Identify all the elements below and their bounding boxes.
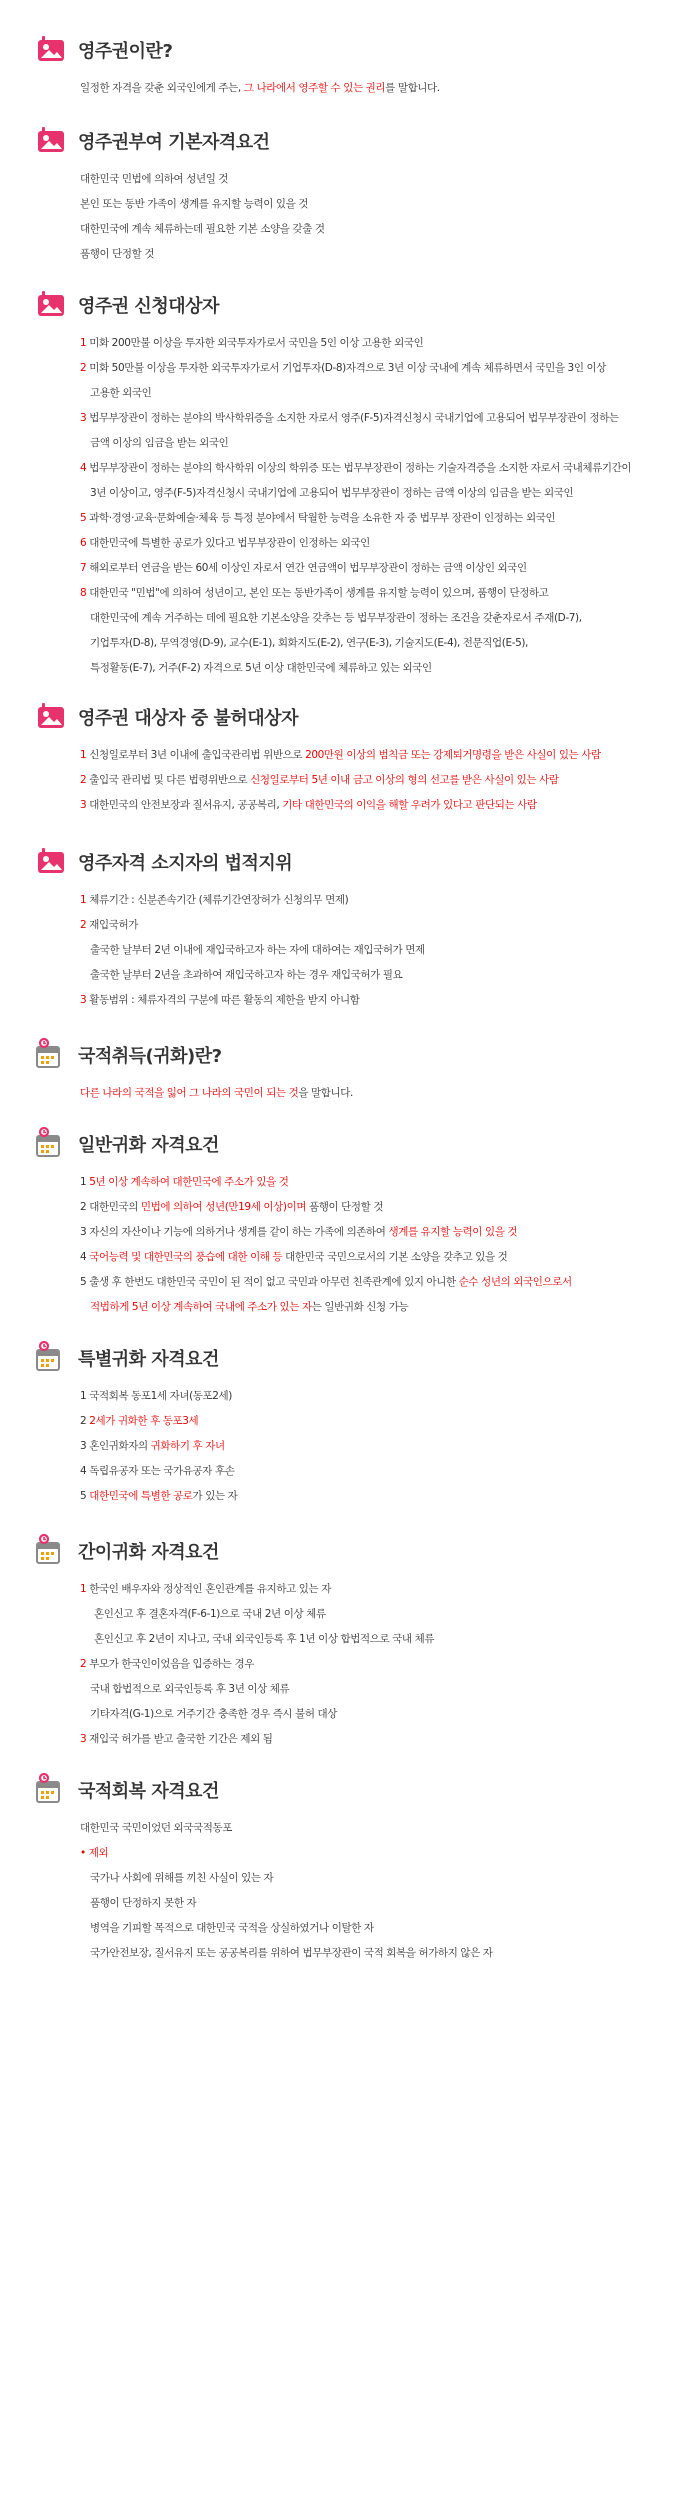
section bbox=[0, 1035, 700, 1106]
item-text: 미화 50만불 이상을 투자한 외국투자가로서 기업투자(D-8)자격으로 3년 이상 국내에 계속 체류하면서 국민을 3인 이상 bbox=[89, 362, 606, 374]
item-number: 6 bbox=[80, 537, 87, 549]
highlight-text: 적법하게 5년 이상 계속하여 국내에 주소가 있는 자 bbox=[90, 1301, 312, 1313]
section-header bbox=[34, 697, 700, 737]
section bbox=[0, 121, 700, 267]
list-item bbox=[80, 581, 680, 606]
item-text: 국가나 사회에 위해를 끼친 사실이 있는 자 bbox=[90, 1872, 274, 1884]
item-text: 병역을 기피할 목적으로 대한민국 국적을 상실하였거나 이탈한 자 bbox=[90, 1922, 374, 1934]
highlight-text: 200만원 이상의 범칙금 또는 강제퇴거명령을 받은 사실이 있는 사람 bbox=[305, 749, 601, 761]
list-item bbox=[80, 1916, 680, 1941]
list-item bbox=[80, 1702, 680, 1727]
section-header bbox=[34, 285, 700, 325]
highlight-text: 다른 나라의 국적을 잃어 그 나라의 국민이 되는 것 bbox=[80, 1087, 299, 1099]
section-header bbox=[34, 1770, 700, 1810]
section-header bbox=[34, 1035, 700, 1075]
item-number: 3 bbox=[80, 412, 87, 424]
item-number: 4 bbox=[80, 1251, 87, 1263]
section bbox=[0, 1124, 700, 1320]
item-number: 7 bbox=[80, 562, 87, 574]
item-text: 특정활동(E-7), 거주(F-2) 자격으로 5년 이상 대한민국에 체류하고 있는 외국인 bbox=[90, 662, 432, 674]
list-item bbox=[80, 1627, 680, 1652]
list-item bbox=[80, 631, 680, 656]
item-number: 5 bbox=[80, 512, 87, 524]
list-item bbox=[80, 456, 680, 481]
highlight-text: 국어능력 및 대한민국의 풍습에 대한 이해 등 bbox=[89, 1251, 283, 1263]
list-item bbox=[80, 1866, 680, 1891]
item-text: 활동범위 : 체류자격의 구분에 따른 활동의 제한을 받지 아니함 bbox=[89, 994, 360, 1006]
list-item bbox=[80, 1245, 680, 1270]
calendar-clock-icon bbox=[34, 1534, 68, 1568]
list-item bbox=[80, 606, 680, 631]
list-item bbox=[80, 1195, 680, 1220]
list-item bbox=[80, 1384, 680, 1409]
item-number: 5 bbox=[80, 1490, 87, 1502]
section-header bbox=[34, 121, 700, 161]
item-text: 출국한 날부터 2년 이내에 재입국하고자 하는 자에 대하여는 재입국허가 면제 bbox=[90, 944, 425, 956]
section bbox=[0, 697, 700, 818]
list-item bbox=[80, 793, 680, 818]
calendar-clock-icon bbox=[34, 1773, 68, 1807]
highlight-text: 그 나라에서 영주할 수 있는 권리 bbox=[243, 82, 386, 94]
list-item bbox=[80, 331, 680, 356]
list-item bbox=[80, 1841, 680, 1866]
item-text: 는 일반귀화 신청 가능 bbox=[311, 1301, 409, 1313]
item-number: 3 bbox=[80, 1440, 87, 1452]
list-item bbox=[80, 1577, 680, 1602]
item-text: 체류기간 : 신분존속기간 (체류기간연장허가 신청의무 면제) bbox=[89, 894, 349, 906]
item-number: 1 bbox=[80, 894, 87, 906]
item-text: 대한민국 "민법"에 의하여 성년이고, 본인 또는 동반가족이 생계를 유지할 능력이 있으며, 품행이 단정하고 bbox=[89, 587, 549, 599]
list-item bbox=[80, 531, 680, 556]
section-header bbox=[34, 1124, 700, 1164]
section bbox=[0, 1770, 700, 1966]
image-icon bbox=[34, 288, 68, 322]
item-text: 3년 이상이고, 영주(F-5)자격신청시 국내기업에 고용되어 법무부장관이 정하는 금액 이상의 임금을 받는 외국인 bbox=[90, 487, 574, 499]
item-number: 2 bbox=[80, 1658, 87, 1670]
list-item bbox=[80, 431, 680, 456]
list-item bbox=[80, 1677, 680, 1702]
list-item bbox=[80, 192, 680, 217]
item-text: 출입국 관리법 및 다른 법령위반으로 bbox=[89, 774, 251, 786]
item-text: 품행이 단정할 것 bbox=[80, 248, 155, 260]
item-text: 혼인신고 후 2년이 지나고, 국내 외국인등록 후 1년 이상 합법적으로 국내 체류 bbox=[94, 1633, 435, 1645]
highlight-text: 대한민국에 특별한 공로 bbox=[89, 1490, 193, 1502]
item-text: 대한민국 국민이었던 외국국적동포 bbox=[80, 1822, 233, 1834]
highlight-text: 귀화하기 후 자녀 bbox=[150, 1440, 225, 1452]
item-number: 4 bbox=[80, 462, 87, 474]
section-title: 영주권 대상자 중 불허대상자 bbox=[78, 708, 298, 729]
list-item bbox=[80, 1652, 680, 1677]
list-item bbox=[80, 888, 680, 913]
list-item bbox=[80, 1891, 680, 1916]
highlight-text: 민법에 의하여 성년(만19세 이상)이며 bbox=[140, 1201, 307, 1213]
image-icon bbox=[34, 700, 68, 734]
item-number: 1 bbox=[80, 337, 87, 349]
item-text: 혼인신고 후 결혼자격(F-6-1)으로 국내 2년 이상 체류 bbox=[94, 1608, 326, 1620]
list-item bbox=[80, 406, 680, 431]
item-text: 대한민국에 계속 체류하는데 필요한 기본 소양을 갖출 것 bbox=[80, 223, 325, 235]
list-item bbox=[80, 1459, 680, 1484]
list-item bbox=[80, 1484, 680, 1509]
calendar-clock-icon bbox=[34, 1038, 68, 1072]
item-text: 국내 합법적으로 외국인등록 후 3년 이상 체류 bbox=[90, 1683, 290, 1695]
list-item bbox=[80, 656, 680, 681]
list-item bbox=[80, 1170, 680, 1195]
list-item bbox=[80, 1270, 680, 1295]
list-item bbox=[80, 356, 680, 381]
list-item bbox=[80, 913, 680, 938]
item-text: 대한민국에 특별한 공로가 있다고 법무부장관이 인정하는 외국인 bbox=[89, 537, 370, 549]
item-text: 기타자격(G-1)으로 거주기간 충족한 경우 즉시 불허 대상 bbox=[90, 1708, 338, 1720]
section-header bbox=[34, 1531, 700, 1571]
item-text: 본인 또는 동반 가족이 생계를 유지할 능력이 있을 것 bbox=[80, 198, 309, 210]
section-header bbox=[34, 842, 700, 882]
highlight-text: 2세가 귀화한 후 동포3세 bbox=[89, 1415, 199, 1427]
item-text: 재입국허가 bbox=[89, 919, 138, 931]
item-text: 일정한 자격을 갖춘 외국인에게 주는, bbox=[80, 82, 244, 94]
section-title: 영주권부여 기본자격요건 bbox=[78, 132, 270, 153]
item-text: 출생 후 한번도 대한민국 국민이 된 적이 없고 국민과 아무런 친족관계에 있지 아니한 bbox=[89, 1276, 459, 1288]
item-text: 자신의 자산이나 기능에 의하거나 생계를 같이 하는 가족에 의존하여 bbox=[89, 1226, 389, 1238]
item-number: 2 bbox=[80, 1201, 87, 1213]
section bbox=[0, 842, 700, 1013]
list-item bbox=[80, 1295, 680, 1320]
item-text: 고용한 외국인 bbox=[90, 387, 152, 399]
item-text: 법무부장관이 정하는 분야의 박사학위증을 소지한 자로서 영주(F-5)자격신청시 국내기업에 고용되어 법무부장관이 정하는 bbox=[89, 412, 619, 424]
list-item bbox=[80, 768, 680, 793]
item-text: 대한민국의 bbox=[89, 1201, 141, 1213]
list-item bbox=[80, 1727, 680, 1752]
item-text: 대한민국 국민으로서의 기본 소양을 갖추고 있을 것 bbox=[282, 1251, 508, 1263]
item-number: 4 bbox=[80, 1465, 87, 1477]
item-text: 기업투자(D-8), 무역경영(D-9), 교수(E-1), 회화지도(E-2), 연구(E-3), 기술지도(E-4), 전문직업(E-5), bbox=[90, 637, 528, 649]
item-number: 3 bbox=[80, 1226, 87, 1238]
item-text: 을 말합니다. bbox=[298, 1087, 353, 1099]
item-number: 1 bbox=[80, 1583, 87, 1595]
list-item bbox=[80, 1081, 680, 1106]
highlight-text: 5년 이상 계속하여 대한민국에 주소가 있을 것 bbox=[89, 1176, 289, 1188]
image-icon bbox=[34, 33, 68, 67]
list-item bbox=[80, 1602, 680, 1627]
item-number: 3 bbox=[80, 994, 87, 1006]
list-item bbox=[80, 1220, 680, 1245]
calendar-clock-icon bbox=[34, 1341, 68, 1375]
section-title: 영주권 신청대상자 bbox=[78, 296, 219, 317]
item-number: 5 bbox=[80, 1276, 87, 1288]
list-item bbox=[80, 506, 680, 531]
item-number: 8 bbox=[80, 587, 87, 599]
list-item bbox=[80, 1816, 680, 1841]
item-text: 가 있는 자 bbox=[192, 1490, 238, 1502]
image-icon bbox=[34, 845, 68, 879]
list-item bbox=[80, 242, 680, 267]
item-number: 3 bbox=[80, 799, 87, 811]
item-number: 2 bbox=[80, 919, 87, 931]
section-header bbox=[34, 30, 700, 70]
item-number: 1 bbox=[80, 1390, 87, 1402]
section-title: 영주권이란? bbox=[78, 41, 173, 62]
section bbox=[0, 30, 700, 101]
item-text: 법무부장관이 정하는 분야의 학사학위 이상의 학위증 또는 법무부장관이 정하는 기술자격증을 소지한 자로서 국내체류기간이 bbox=[89, 462, 632, 474]
item-number: 2 bbox=[80, 1415, 87, 1427]
item-text: 신청일로부터 3년 이내에 출입국관리법 위반으로 bbox=[89, 749, 306, 761]
item-text: 품행이 단정하지 못한 자 bbox=[90, 1897, 197, 1909]
list-item bbox=[80, 743, 680, 768]
section bbox=[0, 1338, 700, 1509]
list-item bbox=[80, 556, 680, 581]
item-text: 국적회복 동포1세 자녀(동포2세) bbox=[89, 1390, 232, 1402]
highlight-text: 생계를 유지할 능력이 있을 것 bbox=[388, 1226, 518, 1238]
calendar-clock-icon bbox=[34, 1127, 68, 1161]
list-item bbox=[80, 76, 680, 101]
item-text: 과학·경영·교육·문화예술·체육 등 특정 분야에서 탁월한 능력을 소유한 자 중 법무부 장관이 인정하는 외국인 bbox=[89, 512, 556, 524]
item-number: 1 bbox=[80, 749, 87, 761]
item-text: 미화 200만불 이상을 투자한 외국투자가로서 국민을 5인 이상 고용한 외국인 bbox=[89, 337, 424, 349]
item-text: 해외로부터 연금을 받는 60세 이상인 자로서 연간 연금액이 법무부장관이 정하는 금액 이상인 외국인 bbox=[89, 562, 527, 574]
highlight-text: 순수 성년의 외국인으로서 bbox=[458, 1276, 572, 1288]
item-text: 금액 이상의 임금을 받는 외국인 bbox=[90, 437, 229, 449]
item-text: 혼인귀화자의 bbox=[89, 1440, 151, 1452]
list-item bbox=[80, 481, 680, 506]
list-item bbox=[80, 381, 680, 406]
list-item bbox=[80, 1941, 680, 1966]
item-text: 대한민국 민법에 의하여 성년일 것 bbox=[80, 173, 229, 185]
item-text: 부모가 한국인이었음을 입증하는 경우 bbox=[89, 1658, 254, 1670]
item-number: 2 bbox=[80, 362, 87, 374]
list-item bbox=[80, 167, 680, 192]
section bbox=[0, 285, 700, 681]
list-item bbox=[80, 988, 680, 1013]
list-item bbox=[80, 963, 680, 988]
item-text: 를 말합니다. bbox=[385, 82, 440, 94]
item-number: 2 bbox=[80, 774, 87, 786]
list-item bbox=[80, 1409, 680, 1434]
image-icon bbox=[34, 124, 68, 158]
list-item bbox=[80, 1434, 680, 1459]
highlight-text: 신청일로부터 5년 이내 금고 이상의 형의 선고를 받은 사실이 있는 사람 bbox=[250, 774, 559, 786]
item-number: 1 bbox=[80, 1176, 87, 1188]
list-item bbox=[80, 217, 680, 242]
highlight-text: 기타 대한민국의 이익을 해할 우려가 있다고 판단되는 사람 bbox=[282, 799, 537, 811]
item-text: 출국한 날부터 2년을 초과하여 재입국하고자 하는 경우 재입국허가 필요 bbox=[90, 969, 403, 981]
item-text: 품행이 단정할 것 bbox=[306, 1201, 384, 1213]
section-title: 영주자격 소지자의 법적지위 bbox=[78, 853, 293, 874]
section-title: 특별귀화 자격요건 bbox=[78, 1349, 219, 1370]
item-text: 재입국 허가를 받고 출국한 기간은 제외 됨 bbox=[89, 1733, 273, 1745]
section-title: 간이귀화 자격요건 bbox=[78, 1542, 219, 1563]
item-text: 한국인 배우자와 정상적인 혼인관계를 유지하고 있는 자 bbox=[89, 1583, 331, 1595]
section-title: 국적취득(귀화)란? bbox=[78, 1046, 222, 1067]
list-item bbox=[80, 938, 680, 963]
item-number: 3 bbox=[80, 1733, 87, 1745]
item-text: 독립유공자 또는 국가유공자 후손 bbox=[89, 1465, 235, 1477]
item-text: 국가안전보장, 질서유지 또는 공공복리를 위하여 법무부장관이 국적 회복을 허가하지 않은 자 bbox=[90, 1947, 493, 1959]
section-header bbox=[34, 1338, 700, 1378]
highlight-text: • 제외 bbox=[80, 1847, 109, 1859]
section bbox=[0, 1531, 700, 1752]
section-title: 일반귀화 자격요건 bbox=[78, 1135, 219, 1156]
item-text: 대한민국에 계속 거주하는 데에 필요한 기본소양을 갖추는 등 법무부장관이 정하는 조건을 갖춘자로서 주재(D-7), bbox=[90, 612, 582, 624]
section-title: 국적회복 자격요건 bbox=[78, 1781, 219, 1802]
item-text: 대한민국의 안전보장과 질서유지, 공공복리, bbox=[89, 799, 283, 811]
